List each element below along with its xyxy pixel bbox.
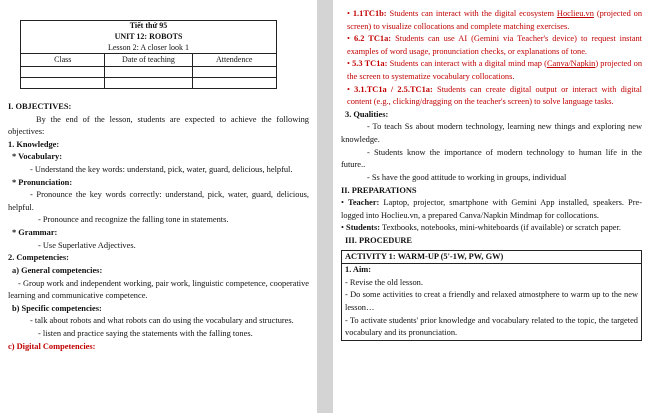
column-attendence: Attendence: [192, 54, 277, 67]
bullet-icon: •: [347, 9, 350, 18]
quality-2: - Students know the importance of modern technology to human life in the future..: [341, 147, 642, 170]
digital-competencies-heading: c) Digital Competencies:: [8, 341, 96, 351]
grammar-text: - Use Superlative Adjectives.: [38, 240, 136, 250]
students-label: Students:: [346, 223, 381, 233]
right-body: [341, 8, 642, 341]
teacher-preparation: [341, 197, 642, 222]
competency-text: (projected on screen) to visualize collocations and complete matching exercises.: [347, 9, 643, 31]
procedure-heading: III. PROCEDURE: [345, 235, 413, 245]
competencies-heading: 2. Competencies:: [8, 253, 69, 263]
competency-text: Students can use AI (Gemini via Teacher's device) to request instant examples of word usage, pronunciation checks, or explanations of tone.: [347, 34, 642, 56]
teacher-label: Teacher:: [348, 198, 380, 208]
column-date: Date of teaching: [105, 54, 192, 67]
unit-title: UNIT 12: ROBOTS: [114, 31, 183, 41]
competency-code: 1.1TC1b:: [352, 9, 387, 18]
competency-text: Students can create digital output or interact with digital content (e.g., clicking/dragging on the teacher's screen) to solve language tasks.: [347, 84, 643, 107]
teacher-text: Laptop, projector, smartphone with Gemini App installed, speakers. Pre-logged into Hoclieu.vn, a prepared Canva/Napkin Mindmap for collocations.: [341, 198, 643, 220]
knowledge-heading: 1. Knowledge:: [8, 139, 60, 149]
digital-competency-1: [341, 8, 642, 33]
bullet-icon: •: [347, 59, 350, 69]
lesson-header-table: [20, 20, 277, 89]
bullet-icon: •: [347, 84, 350, 94]
objectives-intro: By the end of the lesson, students are expected to achieve the following objectives:: [8, 114, 309, 137]
left-body: [8, 101, 309, 353]
right-page: [333, 0, 650, 413]
empty-cell: [192, 67, 277, 78]
empty-cell: [21, 67, 105, 78]
vocabulary-text: - Understand the key words: understand, pick, water, guard, delicious, helpful.: [30, 165, 293, 175]
pronunciation-heading: * Pronunciation:: [12, 177, 73, 187]
left-page: [0, 0, 317, 413]
canva-link[interactable]: Canva/Napkin: [546, 59, 596, 69]
column-class: Class: [21, 54, 105, 67]
activity-box: [341, 250, 642, 265]
quality-1: - To teach Ss about modern technology, learning new things and exploring new knowledge.: [341, 122, 642, 145]
empty-cell: [105, 67, 192, 78]
pronunciation-text-2: - Pronounce and recognize the falling tone in statements.: [38, 215, 229, 225]
bullet-icon: •: [341, 198, 344, 208]
competency-text: ) projected on the screen to systematize vocabulary collocations.: [347, 59, 643, 82]
lesson-title-cell: [21, 21, 277, 54]
empty-cell: [105, 78, 192, 89]
empty-cell: [192, 78, 277, 89]
specific-competencies-heading: b) Specific competencies:: [12, 303, 102, 313]
pronunciation-text-1: - Pronounce the key words correctly: understand, pick, water, guard, delicious, helpful.: [8, 190, 309, 212]
students-text: Textbooks, notebooks, mini-whiteboards (if available) or scratch paper.: [381, 223, 621, 233]
empty-cell: [21, 78, 105, 89]
aim-item-2: - Do some activities to creat a friendly and relaxed atmostphere to warm up to the new lesson…: [345, 290, 638, 313]
quality-3: - Ss have the good attitude to working in groups, individual: [367, 172, 567, 182]
bullet-icon: •: [347, 34, 350, 44]
aim-item-1: - Revise the old lesson.: [345, 277, 423, 287]
page-gap: [317, 0, 333, 413]
competency-text: Students can interact with a digital mind map (: [389, 59, 547, 69]
qualities-heading: 3. Qualities:: [345, 109, 389, 119]
hoclieu-link[interactable]: Hoclieu.vn: [556, 9, 594, 18]
lesson-title: Lesson 2: A closer look 1: [107, 42, 190, 52]
aim-box: [341, 264, 642, 341]
general-competencies-heading: a) General competencies:: [12, 265, 103, 275]
vocabulary-heading: * Vocabulary:: [12, 152, 63, 162]
specific-competencies-text-1: - talk about robots and what robots can do using the vocabulary and structures.: [30, 316, 294, 326]
aim-heading: 1. Aim:: [345, 265, 372, 275]
general-competencies-text: - Group work and independent working, pair work, linguistic competence, cooperative learning and communicative competence.: [8, 278, 309, 301]
objectives-heading: I. OBJECTIVES:: [8, 102, 72, 111]
period-number: Tiết thứ 95: [129, 21, 168, 30]
digital-competency-2: [341, 33, 642, 58]
competency-code: 3.1.TC1a / 2.5.TC1a:: [354, 84, 433, 94]
competency-code: 5.3 TC1a:: [352, 59, 388, 69]
grammar-heading: * Grammar:: [12, 228, 58, 238]
competency-text: Students can interact with the digital ecosystem: [389, 9, 554, 18]
students-preparation: [341, 222, 642, 235]
aim-item-3: - To activate students' prior knowledge and vocabulary related to the topic, the targeted vocabulary and its pronunciation.: [345, 315, 638, 338]
specific-competencies-text-2: - listen and practice saying the statements with the falling tones.: [38, 328, 253, 338]
bullet-icon: •: [341, 223, 344, 233]
preparations-heading: II. PREPARATIONS: [341, 185, 417, 195]
digital-competency-4: [341, 84, 642, 109]
competency-code: 6.2 TC1a:: [353, 34, 392, 44]
digital-competency-3: [341, 58, 642, 83]
activity-heading: ACTIVITY 1: WARM-UP (5'-1W, PW, GW): [345, 251, 504, 261]
